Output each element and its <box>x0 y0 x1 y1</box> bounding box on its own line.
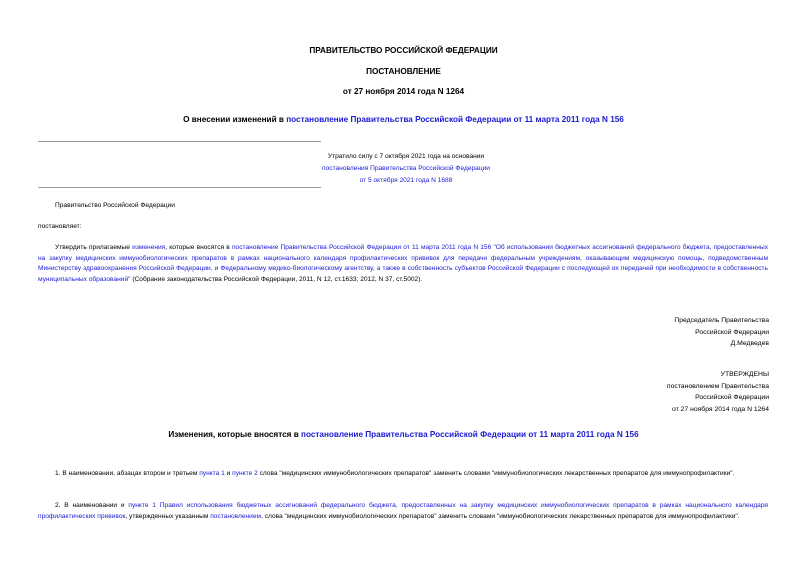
changes-link[interactable]: изменения <box>132 244 166 251</box>
main-paragraph-text-c: (Собрание законодательства Российской Федерации, 2011, N 12, ст.1633; 2012, N 37, ст.5002). <box>130 275 423 283</box>
clause-2-link[interactable]: пункте 2 <box>232 470 258 477</box>
document-date-number: от 27 ноября 2014 года N 1264 <box>342 87 465 96</box>
signature-name: Д.Медведев <box>730 340 769 347</box>
change-item-2-text-b: , утвержденных указанным <box>125 512 211 520</box>
changes-title <box>0 430 807 439</box>
change-item-1 <box>38 469 768 480</box>
approval-country: Российской Федерации <box>695 394 769 401</box>
document-type: ПОСТАНОВЛЕНИЕ <box>366 67 441 76</box>
status-note <box>316 151 496 187</box>
change-item-2 <box>38 501 768 522</box>
change-item-2-text-a: 2. В наименовании и <box>55 502 129 509</box>
document-title-link[interactable]: постановление Правительства Российской Федерации от 11 марта 2011 года N 156 <box>286 115 624 124</box>
change-item-2-text-c: , слова "медицинских иммунобиологических препаратов" заменить словами "иммунобиологических лекарственных препаратов для иммунопрофилактики". <box>261 512 740 520</box>
resolution-link[interactable]: постановлением <box>210 512 262 520</box>
resolution-156-link[interactable]: постановление Правительства Российской Федерации от 11 марта 2011 года N 156 "Об использовании бюджетных ассигнований федерального бюджета, предоставленных на закупку медицинских иммунобиологических препаратов в рамках национального календаря профилактических прививок для передачи федеральным учреждениям, оказывающим медицинскую помощь, подведомственным Министерству здравоохранения Российской Федерации, и Федеральному медико-биологическому агентству, а также в собственность субъектов Российской Федерации с последующей их передачей при необходимости в собственность муниципальных образований" <box>38 244 768 283</box>
main-paragraph-text-b: , которые вносятся в <box>165 244 232 251</box>
status-note-link-line2[interactable]: от 5 октября 2021 года N 1688 <box>359 177 453 184</box>
main-paragraph <box>38 243 768 285</box>
approval-date: от 27 ноября 2014 года N 1264 <box>672 405 769 413</box>
signature-country: Российской Федерации <box>695 328 769 336</box>
approval-block <box>469 369 769 415</box>
divider-bottom <box>38 187 321 188</box>
approval-by: постановлением Правительства <box>666 382 769 390</box>
rules-clause-1-link[interactable]: пункте 1 Правил использования бюджетных ассигнований федерального бюджета, предоставленных на закупку медицинских иммунобиологических препаратов в рамках национального календаря профилактических прививок <box>38 502 768 520</box>
issuer-text: Правительство Российской Федерации <box>55 202 175 209</box>
document-title-prefix: О внесении изменений в <box>183 115 287 124</box>
signature-position: Председатель Правительства <box>674 317 769 324</box>
government-heading: ПРАВИТЕЛЬСТВО РОССИЙСКОЙ ФЕДЕРАЦИИ <box>309 46 498 55</box>
change-item-1-text-b: и <box>224 470 233 477</box>
change-item-1-text-c: слова "медицинских иммунобиологических препаратов" заменить словами "иммунобиологических лекарственных препаратов для иммунопрофилактики". <box>257 470 735 477</box>
status-note-text: Утратило силу с 7 октября 2021 года на основании <box>327 153 485 160</box>
approval-label: УТВЕРЖДЕНЫ <box>720 371 769 378</box>
status-note-link-line1[interactable]: постановления Правительства Российской Федерации <box>322 165 490 172</box>
document-title <box>0 115 807 124</box>
decrees-text: постановляет: <box>38 223 82 230</box>
changes-title-link[interactable]: постановление Правительства Российской Федерации от 11 марта 2011 года N 156 <box>301 430 639 439</box>
changes-title-prefix: Изменения, которые вносятся в <box>168 430 302 439</box>
change-item-1-text-a: 1. В наименовании, абзацах втором и третьем <box>55 470 200 477</box>
main-paragraph-text-a: Утвердить прилагаемые <box>55 244 133 251</box>
signature-block <box>469 315 769 350</box>
clause-1-link[interactable]: пункта 1 <box>199 470 225 477</box>
divider-top <box>38 141 321 142</box>
